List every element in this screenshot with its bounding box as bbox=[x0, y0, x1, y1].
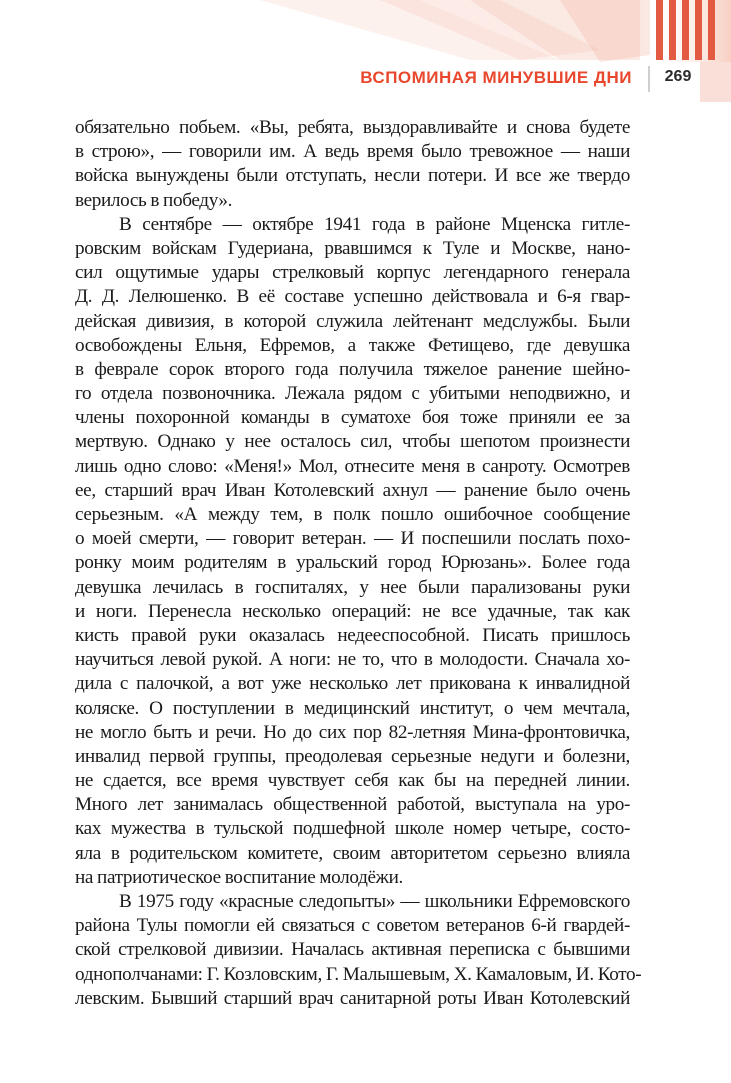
stripe-1 bbox=[656, 0, 663, 60]
text-line: члены похоронной команды в суматохе боя тоже приняли ее за bbox=[75, 407, 630, 429]
text-line: левским. Бывший старший врач санитарной роты Иван Котолевский bbox=[75, 987, 630, 1009]
page-number: 269 bbox=[664, 68, 692, 85]
stripe-2 bbox=[669, 0, 676, 60]
header-decoration bbox=[0, 0, 731, 110]
running-header-title: ВСПОМИНАЯ МИНУВШИЕ ДНИ bbox=[360, 68, 632, 87]
page-body bbox=[75, 116, 642, 1011]
text-line: В сентябре — октябре 1941 года в районе Мценска гитле- bbox=[119, 213, 630, 235]
text-line: войска вынуждены были отступать, несли потери. И все же твердо bbox=[75, 165, 630, 187]
text-line: о моей смерти, — говорит ветеран. — И поспешили послать похо- bbox=[75, 528, 630, 550]
text-line: девушка лечилась в госпиталях, у нее были парализованы руки bbox=[75, 576, 630, 598]
text-line: кисть правой руки оказалась недееспособной. Писать пришлось bbox=[75, 624, 630, 646]
text-line: верилось в победу». bbox=[75, 189, 233, 211]
stripe-4 bbox=[695, 0, 702, 60]
text-line: го отдела позвоночника. Лежала рядом с убитыми неподвижно, и bbox=[75, 383, 630, 405]
text-line: ровским войскам Гудериана, рвавшимся к Туле и Москве, нано- bbox=[75, 237, 630, 259]
text-line: Много лет занималась общественной работой, выступала на уро- bbox=[75, 794, 630, 816]
paragraph bbox=[75, 890, 642, 1011]
text-line: коляске. О поступлении в медицинский институт, о чем мечтала, bbox=[75, 697, 630, 719]
running-header bbox=[0, 64, 731, 92]
text-line: и ноги. Перенесла несколько операций: не все удачные, так как bbox=[75, 600, 630, 622]
text-line: не могло быть и речи. Но до сих пор 82-летняя Мина-фронтовичка, bbox=[75, 721, 630, 743]
text-line: мертвую. Однако у нее осталось сил, чтобы шепотом произнести bbox=[75, 431, 630, 453]
text-line: инвалид первой группы, преодолевая серьезные недуги и болезни, bbox=[75, 745, 630, 767]
text-line: в строю», — говорили им. А ведь время было тревожное — наши bbox=[75, 141, 630, 163]
text-line: лишь одно слово: «Меня!» Мол, отнесите меня в санроту. Осмотрев bbox=[75, 455, 630, 477]
text-line: сил ощутимые удары стрелковый корпус легендарного генерала bbox=[75, 262, 630, 284]
paragraph bbox=[75, 116, 630, 213]
text-line: научиться левой рукой. А ноги: не то, что в молодости. Сначала хо- bbox=[75, 649, 630, 671]
stripe-5 bbox=[708, 0, 715, 60]
text-line: дейская дивизия, в которой служила лейтенант медслужбы. Были bbox=[75, 310, 630, 332]
text-line: ской стрелковой дивизии. Началась активная переписка с бывшими bbox=[75, 939, 630, 961]
text-line: не сдается, все время чувствует себя как бы на передней линии. bbox=[75, 770, 630, 792]
text-line: освобождены Ельня, Ефремов, а также Фетищево, где девушка bbox=[75, 334, 630, 356]
header-divider bbox=[648, 66, 650, 92]
text-line: Д. Д. Лелюшенко. В её составе успешно действовала и 6-я гвар- bbox=[75, 286, 630, 308]
text-line: дила с палочкой, а вот уже несколько лет прикована к инвалидной bbox=[75, 673, 630, 695]
text-line: однополчанами: Г. Козловским, Г. Малышевым, Х. Камаловым, И. Кото- bbox=[75, 963, 642, 985]
stripe-3 bbox=[682, 0, 689, 60]
paragraph bbox=[75, 213, 630, 890]
text-line: серьезным. «А между тем, в полк пошло ошибочное сообщение bbox=[75, 504, 630, 525]
text-line: ронку моим родителям в уральский город Юрюзань». Более года bbox=[75, 552, 630, 574]
text-line: в феврале сорок второго года получила тяжелое ранение шейно- bbox=[75, 358, 630, 380]
text-line: на патриотическое воспитание молодёжи. bbox=[75, 866, 403, 888]
text-line: ее, старший врач Иван Котолевский ахнул — ранение было очень bbox=[75, 479, 630, 501]
text-line: района Тулы помогли ей связаться с советом ветеранов 6-й гвардей- bbox=[75, 915, 630, 937]
text-line: ках мужества в тульской подшефной школе номер четыре, состо- bbox=[75, 818, 630, 840]
text-line: обязательно побьем. «Вы, ребята, выздоравливайте и снова будете bbox=[75, 117, 630, 138]
text-line: яла в родительском комитете, своим авторитетом серьезно влияла bbox=[75, 842, 630, 864]
text-line: В 1975 году «красные следопыты» — школьники Ефремовского bbox=[119, 891, 630, 912]
